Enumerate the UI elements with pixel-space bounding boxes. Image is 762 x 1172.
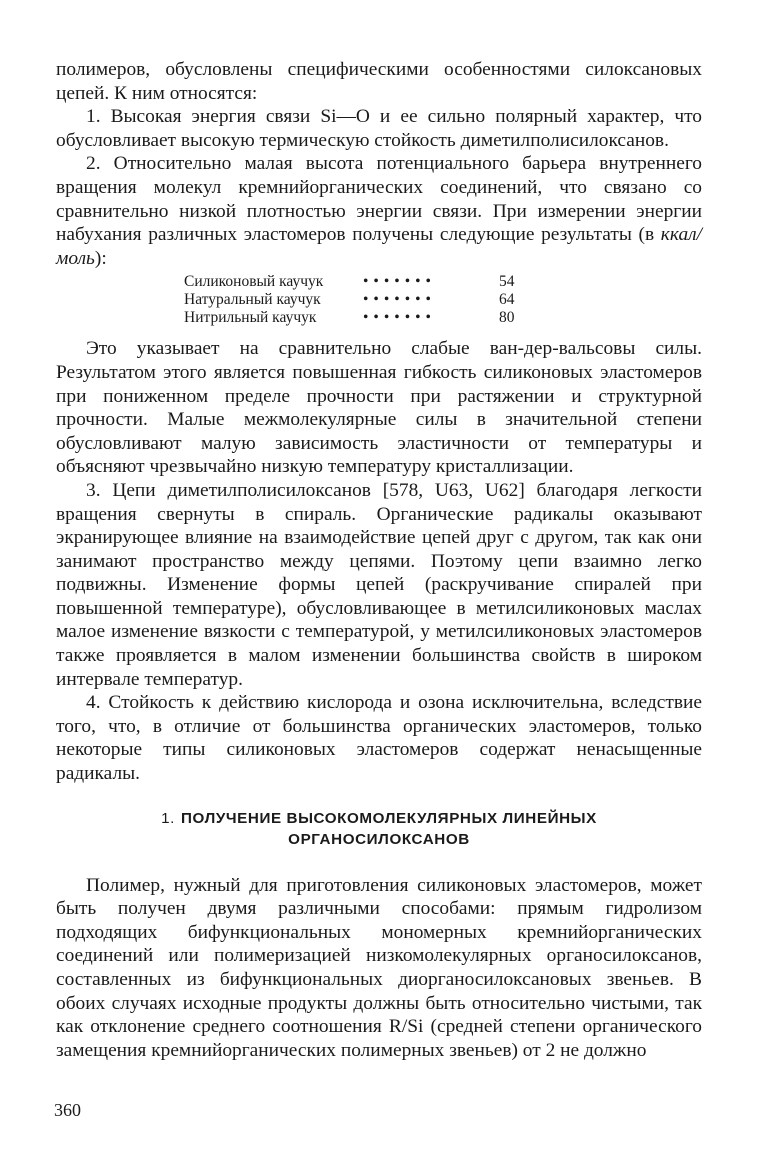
section-heading-line-1 (56, 808, 702, 829)
result-row (184, 309, 702, 327)
result-leader-dots: ••••••• (363, 291, 436, 309)
paragraph-point-4: 4. Стойкость к действию кислорода и озона исключительна, вследствие того, что, в отличие от большинства органических эластомеров, только некоторые типы силиконовых эластомеров содержат ненасыщенные радикалы. (56, 692, 702, 785)
result-name: Нитрильный каучук (184, 309, 317, 327)
result-value: 64 (499, 291, 515, 309)
section-title-part-1: ПОЛУЧЕНИЕ ВЫСОКОМОЛЕКУЛЯРНЫХ ЛИНЕЙНЫХ (181, 809, 597, 827)
result-value: 80 (499, 309, 515, 327)
page-number: 360 (54, 1100, 81, 1120)
paragraph-point-2 (56, 152, 702, 270)
result-row (184, 291, 702, 309)
result-row (184, 273, 702, 291)
result-leader-dots: ••••••• (363, 309, 436, 327)
paragraph-polymer-preparation: Полимер, нужный для приготовления силиконовых эластомеров, может быть получен двумя различными способами: прямым гидролизом подходящих бифункциональных мономерных кремнийорганических соединений или полимеризацией низкомолекулярных органосилоксанов, составленных из бифункциональных диорганосилоксановых звеньев. В обоих случаях исходные продукты должны быть относительно чистыми, так как отклонение среднего соотношения R/Si (средней степени органического замещения кремнийорганических полимерных звеньев) от 2 не должно (56, 874, 702, 1061)
unit-kcal-per-mol: ккал/моль (56, 224, 702, 269)
paragraph-van-der-waals: Это указывает на сравнительно слабые ван-дер-вальсовы силы. Результатом этого является повышенная гибкость силиконовых эластомеров при пониженном пределе прочности при растяжении и структурной прочности. Малые межмолекулярные силы в значительной степени обусловливают малую зависимость эластичности от температуры и объясняют чрезвычайно низкую температуру кристаллизации. (56, 338, 702, 478)
section-title-part-2: ОРГАНОСИЛОКСАНОВ (288, 830, 470, 848)
result-value: 54 (499, 273, 515, 291)
paragraph-point-2-text: 2. Относительно малая высота потенциального барьера внутреннего вращения молекул кремнийорганических соединений, что связано со сравнительно низкой плотностью энергии связи. При измерении энергии набухания различных эластомеров получены следующие результаты (в ккал/моль): (56, 153, 702, 269)
result-name: Натуральный каучук (184, 291, 321, 309)
paragraph-intro: полимеров, обусловлены специфическими особенностями силоксановых цепей. К ним относятся: (56, 59, 702, 104)
section-heading (56, 808, 702, 850)
paragraph-point-1: 1. Высокая энергия связи Si—O и ее сильно полярный характер, что обусловливает высокую термическую стойкость диметилполисилоксанов. (56, 106, 702, 151)
result-name: Силиконовый каучук (184, 273, 324, 291)
swelling-energy-results (184, 273, 702, 327)
result-leader-dots: ••••••• (363, 273, 436, 291)
paragraph-point-3: 3. Цепи диметилполисилоксанов [578, U63, U62] благодаря легкости вращения свернуты в спираль. Органические радикалы оказывают экранирующее влияние на взаимодействие цепей друг с другом, так как они занимают пространство между цепями. Поэтому цепи взаимно легко подвижны. Изменение формы цепей (раскручивание спиралей при повышенной температуре), обусловливающее в метилсиликоновых маслах малое изменение вязкости с температурой, у метилсиликоновых эластомеров также проявляется в малом изменении большинства свойств в широком интервале температур. (56, 479, 702, 690)
section-number: 1. (161, 809, 176, 827)
